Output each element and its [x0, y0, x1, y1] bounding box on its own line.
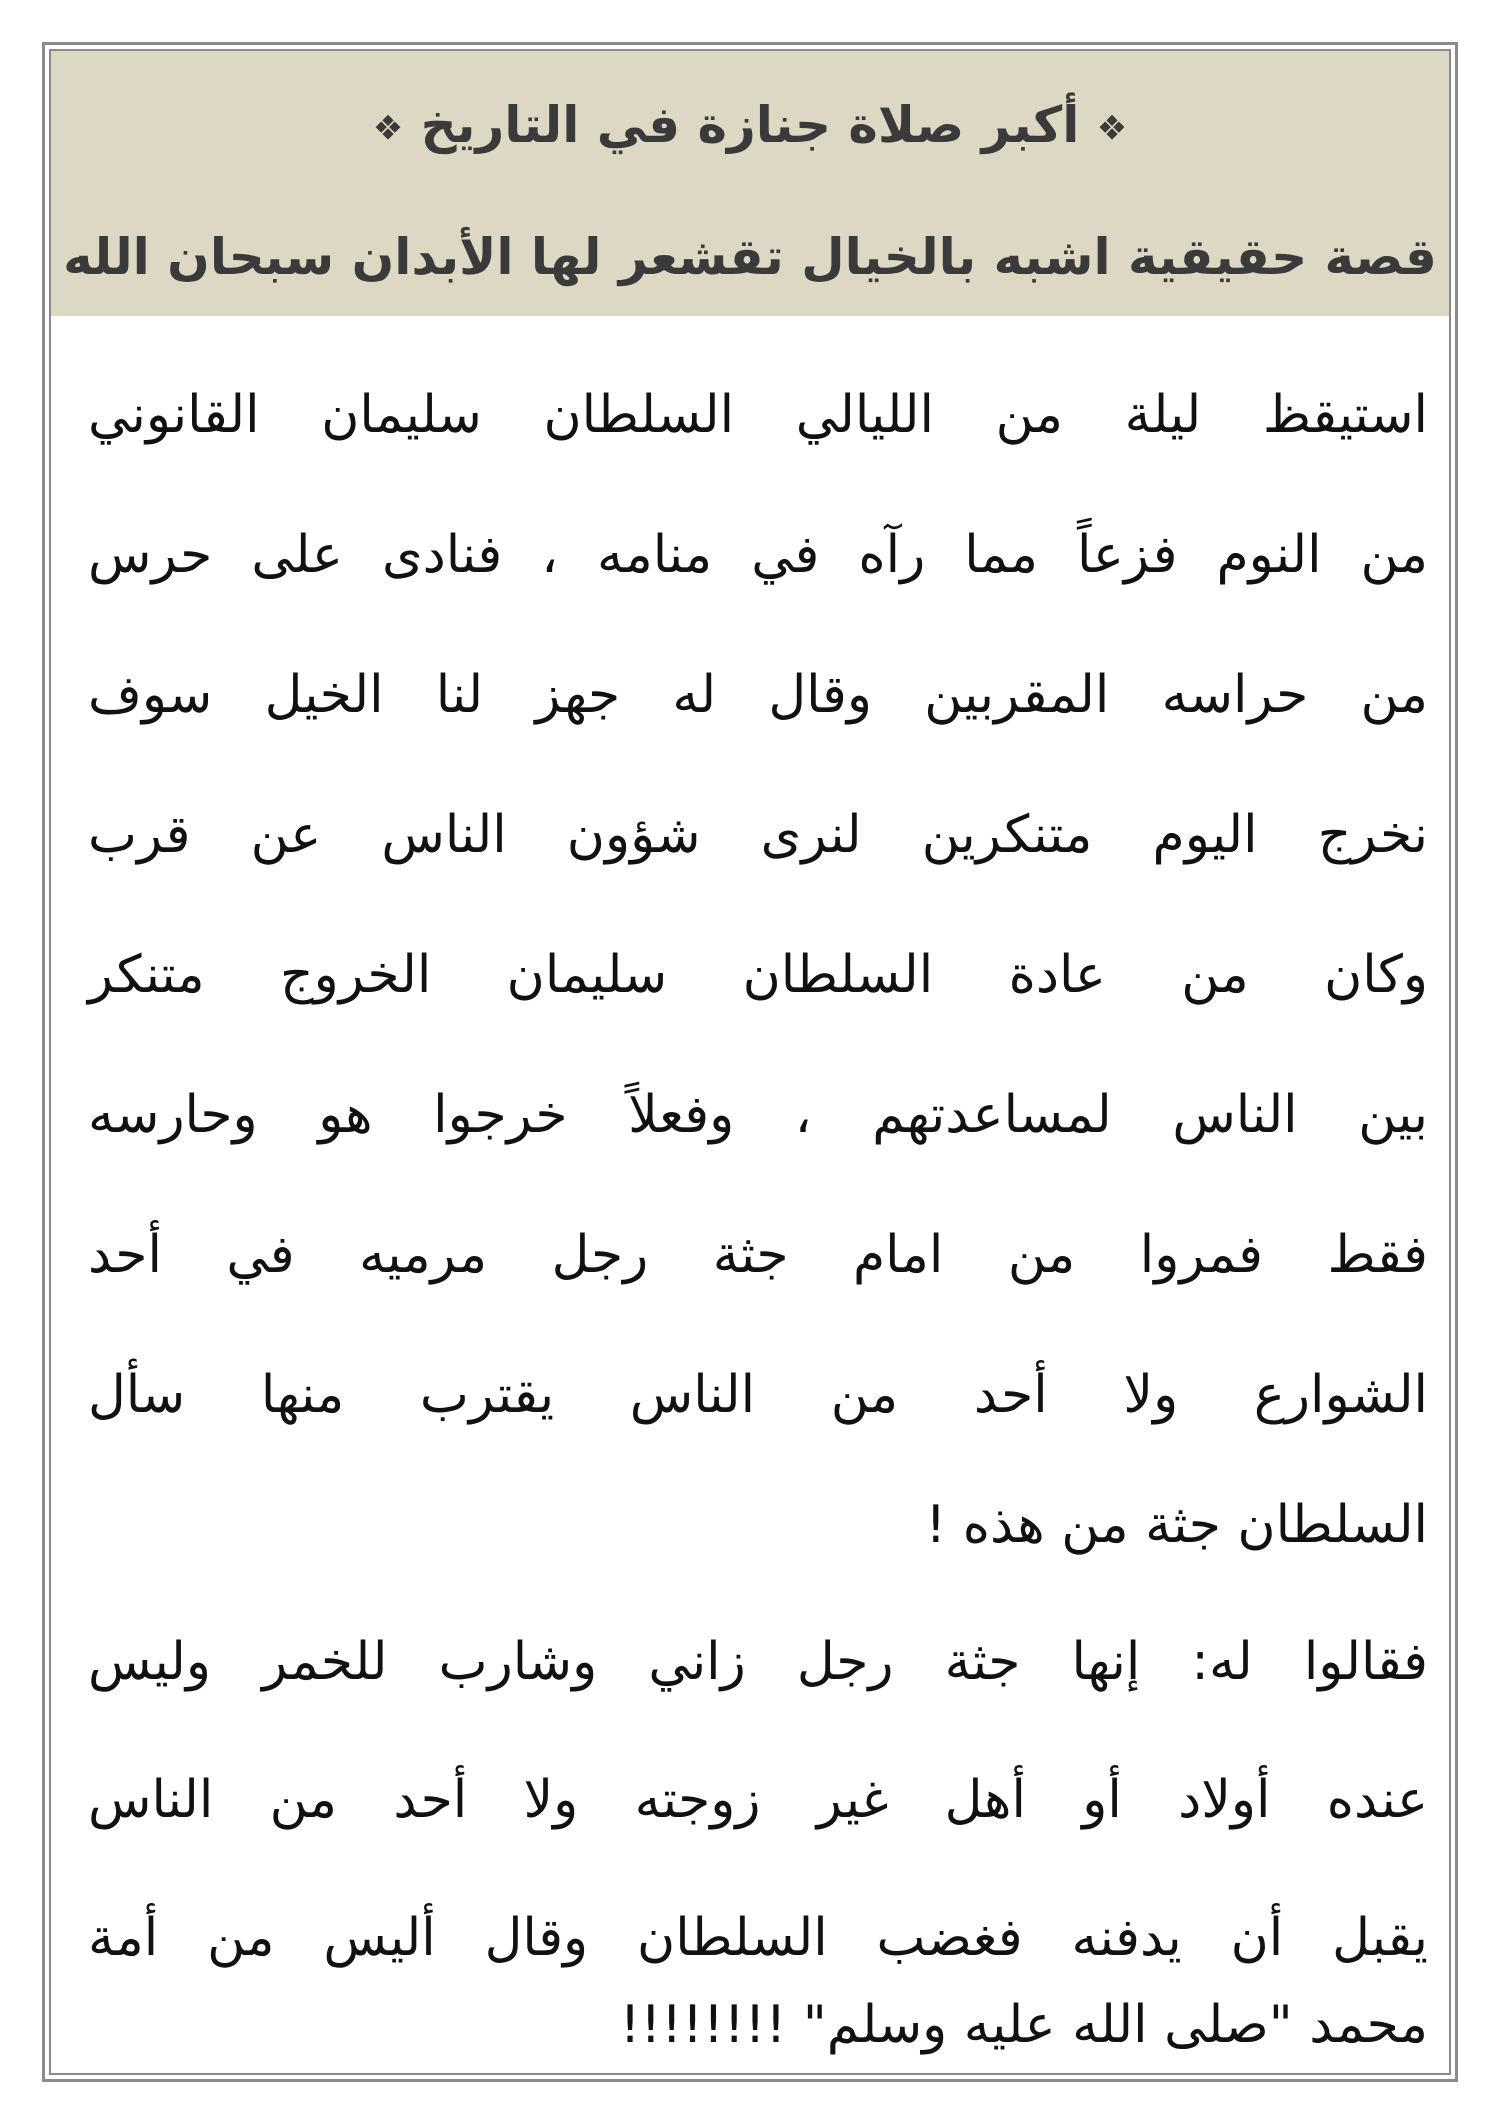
paragraph-1-line: فقط فمروا من امام جثة رجل مرميه في أحد [88, 1225, 1428, 1285]
page-title [51, 80, 1449, 174]
paragraph-2-line: يقبل أن يدفنه فغضب السلطان وقال أليس من أمة [88, 1908, 1428, 1968]
paragraph-2-line: محمد "صلى الله عليه وسلم" !!!!!!!! [619, 1995, 1428, 2055]
page-title-text: أكبر صلاة جنازة في التاريخ [420, 96, 1080, 154]
paragraph-1-line: السلطان جثة من هذه ! [925, 1495, 1428, 1555]
paragraph-1-line: من النوم فزعاً مما رآه في منامه ، فنادى على حرس [88, 525, 1428, 585]
diamond-ornament-icon: ❖ [372, 108, 404, 149]
paragraph-1-line: من حراسه المقربين وقال له جهز لنا الخيل سوف [88, 665, 1428, 725]
paragraph-2-line: فقالوا له: إنها جثة رجل زاني وشارب للخمر وليس [88, 1632, 1428, 1692]
paragraph-1-line: نخرج اليوم متنكرين لنرى شؤون الناس عن قرب [88, 805, 1428, 865]
page-subtitle: قصة حقيقية اشبه بالخيال تقشعر لها الأبدان سبحان الله [63, 228, 1437, 286]
paragraph-1-line: الشوارع ولا أحد من الناس يقترب منها سأل [88, 1365, 1428, 1425]
paragraph-2-line: عنده أولاد أو أهل غير زوجته ولا أحد من الناس [88, 1770, 1428, 1830]
paragraph-1-line: وكان من عادة السلطان سليمان الخروج متنكر [88, 945, 1428, 1005]
paragraph-1-line: استيقظ ليلة من الليالي السلطان سليمان القانوني [88, 385, 1428, 445]
diamond-ornament-icon: ❖ [1096, 108, 1128, 149]
paragraph-1-line: بين الناس لمساعدتهم ، وفعلاً خرجوا هو وحارسه [88, 1085, 1428, 1145]
